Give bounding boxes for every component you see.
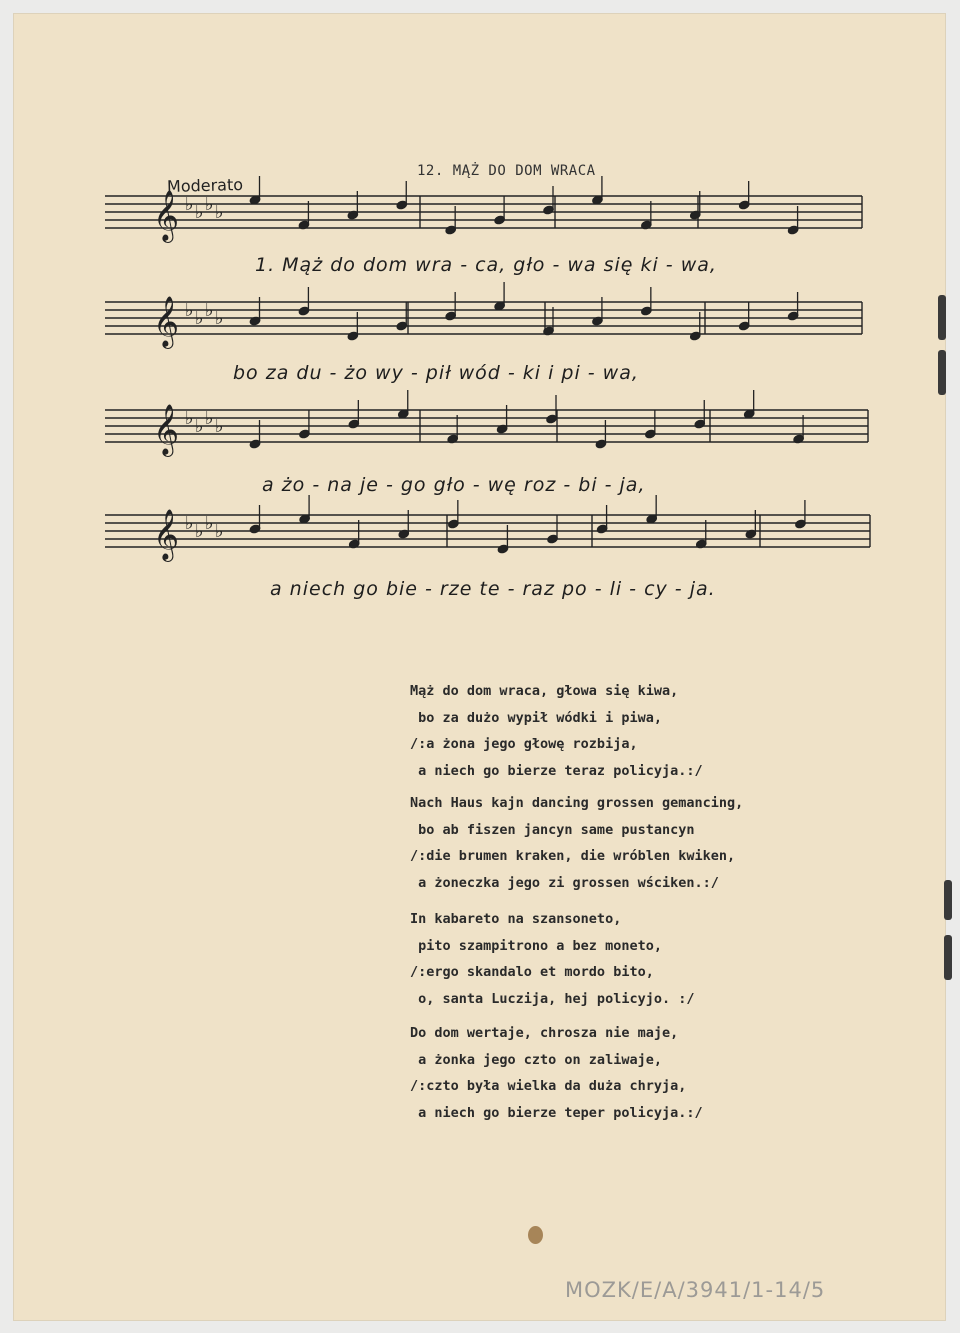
- verse-3: [410, 906, 694, 1012]
- verse-line: bo ab fiszen jancyn same pustancyn: [410, 821, 695, 838]
- music-score: [0, 0, 960, 640]
- verse-line: /:ergo skandalo et mordo bito,: [410, 964, 654, 980]
- verse-2: [410, 790, 743, 896]
- flat-icon: ♭: [195, 202, 204, 223]
- verse-line: pito szampitrono a bez moneto,: [410, 937, 662, 954]
- verse-line: o, santa Luczija, hej policyjo. :/: [410, 990, 695, 1007]
- verse-1: [410, 678, 703, 784]
- verse-line: /:czto była wielka da duża chryja,: [410, 1078, 687, 1094]
- lyric-line-2: bo za du - żo wy - pił wód - ki i pi - wa,: [233, 362, 639, 384]
- verse-line: /:die brumen kraken, die wróblen kwiken,: [410, 848, 736, 864]
- verse-4: [410, 1020, 703, 1126]
- verse-line: Do dom wertaje, chrosza nie maje,: [410, 1025, 679, 1041]
- tempo-marking: Moderato: [166, 175, 244, 196]
- paper-stain: [528, 1226, 543, 1244]
- flat-icon: ♭: [185, 408, 194, 429]
- lyric-line-1: 1. Mąż do dom wra - ca, gło - wa się ki - wa,: [255, 254, 717, 276]
- flat-icon: ♭: [195, 308, 204, 329]
- verse-line: /:a żona jego głowę rozbija,: [410, 736, 638, 752]
- flat-icon: ♭: [205, 408, 214, 429]
- verse-line: a niech go bierze teper policyja.:/: [410, 1104, 703, 1121]
- flat-icon: ♭: [205, 513, 214, 534]
- treble-clef-icon: 𝄞: [153, 404, 180, 455]
- verse-line: Mąż do dom wraca, głowa się kiwa,: [410, 683, 679, 699]
- song-title: 12. MĄŻ DO DOM WRACA: [417, 163, 596, 179]
- archive-signature: MOZK/E/A/3941/1-14/5: [565, 1278, 826, 1302]
- staple-mark: [944, 880, 952, 920]
- flat-icon: ♭: [185, 513, 194, 534]
- flat-icon: ♭: [215, 202, 224, 223]
- verse-line: bo za dużo wypił wódki i piwa,: [410, 709, 662, 726]
- flat-icon: ♭: [215, 416, 224, 437]
- staple-mark: [944, 935, 952, 980]
- verse-line: a żonka jego czto on zaliwaje,: [410, 1051, 662, 1068]
- verse-line: In kabareto na szansoneto,: [410, 911, 622, 927]
- flat-icon: ♭: [215, 521, 224, 542]
- lyric-line-3: a żo - na je - go gło - wę roz - bi - ja,: [262, 474, 646, 496]
- flat-icon: ♭: [205, 194, 214, 215]
- flat-icon: ♭: [185, 194, 194, 215]
- flat-icon: ♭: [205, 300, 214, 321]
- verse-line: a niech go bierze teraz policyja.:/: [410, 762, 703, 779]
- lyric-line-4: a niech go bie - rze te - raz po - li - cy - ja.: [270, 578, 716, 600]
- treble-clef-icon: 𝄞: [153, 296, 180, 347]
- flat-icon: ♭: [215, 308, 224, 329]
- verse-line: Nach Haus kajn dancing grossen gemancing,: [410, 795, 744, 811]
- treble-clef-icon: 𝄞: [153, 509, 180, 560]
- treble-clef-icon: 𝄞: [153, 190, 180, 241]
- flat-icon: ♭: [185, 300, 194, 321]
- flat-icon: ♭: [195, 521, 204, 542]
- verse-line: a żoneczka jego zi grossen wściken.:/: [410, 874, 719, 891]
- flat-icon: ♭: [195, 416, 204, 437]
